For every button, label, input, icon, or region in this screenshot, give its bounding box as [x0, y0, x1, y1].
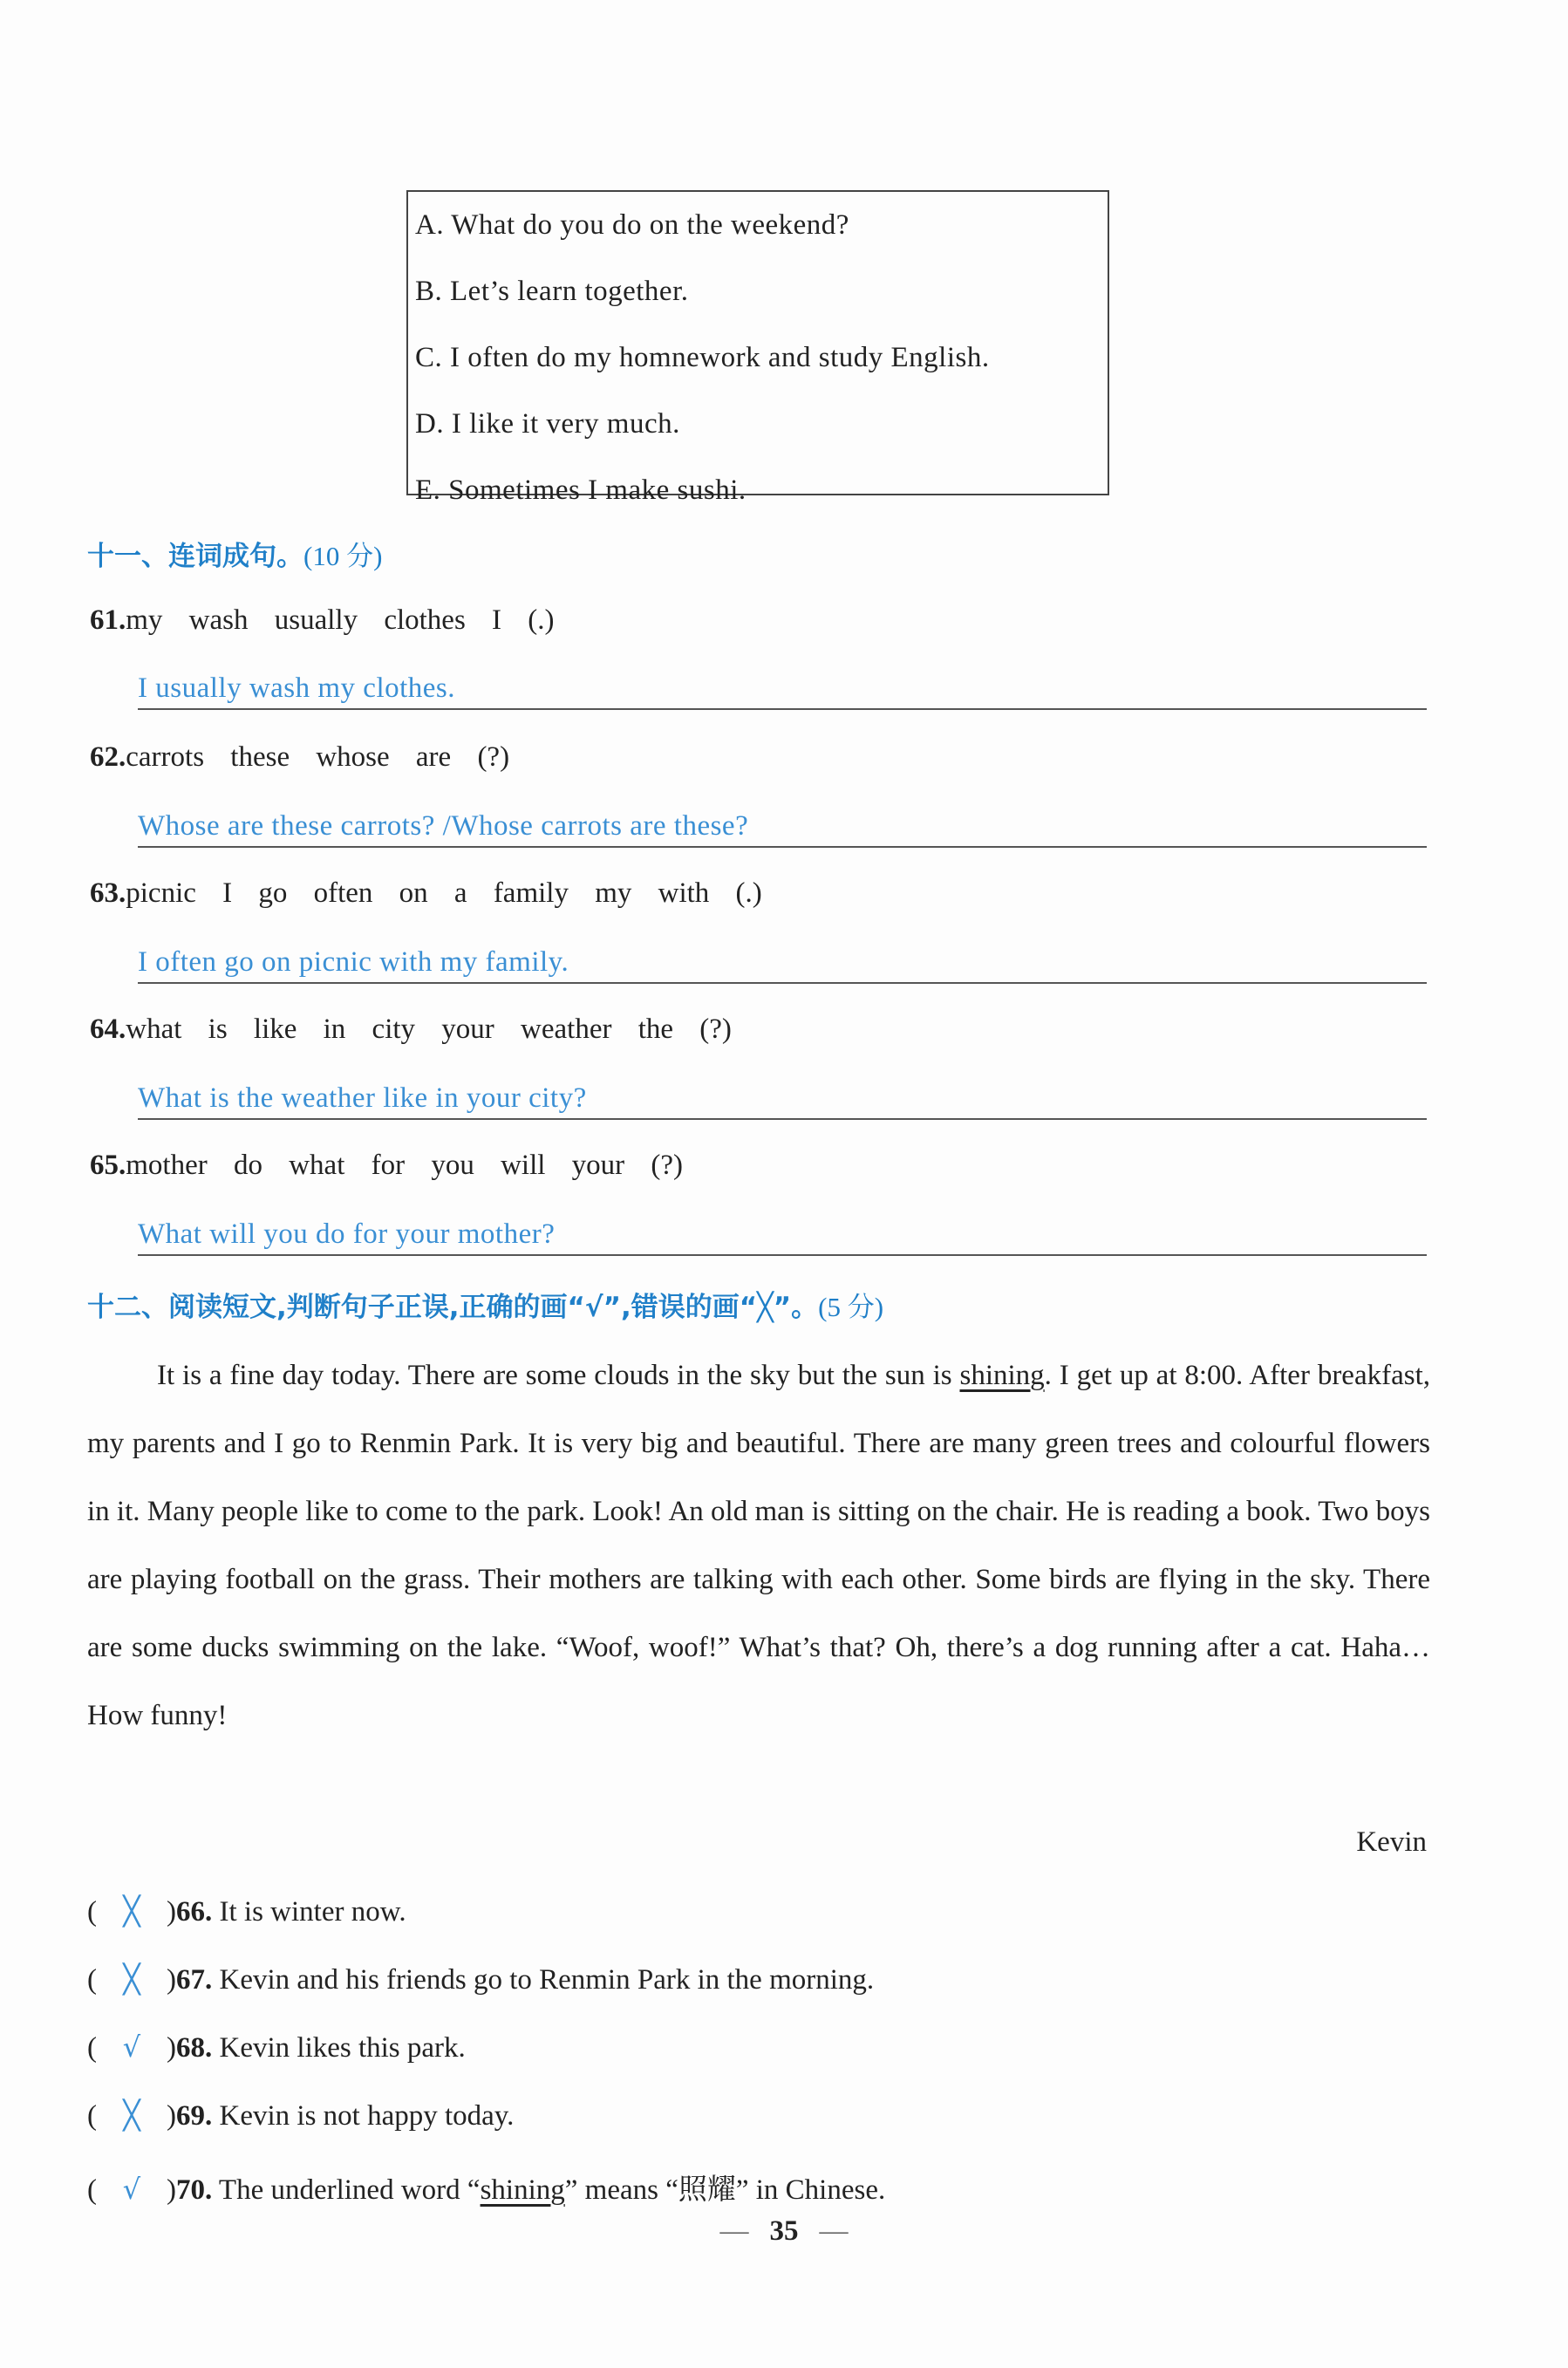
- answer-line-65: [138, 1209, 1427, 1256]
- judgment-69: ( ╳ )69. Kevin is not happy today.: [87, 2098, 515, 2132]
- answer-mark: √: [122, 2173, 141, 2206]
- judgment-68: ( √ )68. Kevin likes this park.: [87, 2030, 466, 2064]
- options-box: [406, 190, 1109, 506]
- passage-signature: Kevin: [1356, 1826, 1427, 1858]
- question-65: [90, 1150, 683, 1182]
- option-e: E. Sometimes I make sushi.: [415, 474, 747, 506]
- answer-65: What will you do for your mother?: [138, 1218, 556, 1250]
- passage-underlined-word: shining: [959, 1360, 1045, 1391]
- answer-61: I usually wash my clothes.: [138, 672, 456, 704]
- answer-63: I often go on picnic with my family.: [138, 946, 569, 978]
- option-b: B. Let’s learn together.: [415, 276, 689, 307]
- option-d: D. I like it very much.: [415, 408, 680, 440]
- question-number: 64.: [90, 1013, 126, 1045]
- statement: Kevin likes this park.: [219, 2032, 466, 2064]
- section-11-title: [87, 534, 382, 573]
- judgment-70: ( √ )70. The underlined word “shining” means “照耀” in Chinese.: [87, 2173, 886, 2206]
- statement: Kevin is not happy today.: [219, 2100, 515, 2132]
- answer-line-62: [138, 801, 1427, 848]
- answer-64: What is the weather like in your city?: [138, 1082, 587, 1114]
- section-12-title: [87, 1285, 883, 1324]
- question-number: 66.: [176, 1896, 213, 1928]
- statement: Kevin and his friends go to Renmin Park in the morning.: [219, 1964, 875, 1996]
- question-number: 62.: [90, 741, 126, 773]
- judgment-66: ( ╳ )66. It is winter now.: [87, 1894, 406, 1928]
- answer-line-61: [138, 663, 1427, 710]
- question-number: 70.: [176, 2174, 213, 2206]
- answer-mark: ╳: [123, 1894, 140, 1928]
- question-62: [90, 741, 509, 774]
- question-64: [90, 1013, 732, 1046]
- answer-line-63: [138, 937, 1427, 984]
- option-a: A. What do you do on the weekend?: [415, 209, 849, 241]
- passage-text-after: . I get up at 8:00. After breakfast, my parents and I go to Renmin Park. It is very big and beautiful. There are many green trees and colourful flowers in it. Many people like to come to the park. Look! An old man is sitting on the chair. He is reading a book. Two boys are playing football on the grass. Their mothers are talking with each other. Some birds are flying in the sky. There are some ducks swimming on the lake. “Woof, woof!” What’s that? Oh, there’s a dog running after a cat. Haha… How funny!: [87, 1360, 1430, 1731]
- section-11-title-text: 十一、连词成句。: [87, 541, 303, 572]
- page-number: [0, 2215, 1568, 2248]
- page-dash-right: —: [819, 2215, 849, 2247]
- question-number: 69.: [176, 2100, 213, 2132]
- question-words: what is like in city your weather the (?): [126, 1013, 732, 1045]
- section-12-points: (5 分): [818, 1292, 884, 1322]
- question-number: 65.: [90, 1150, 126, 1181]
- answer-mark: ╳: [123, 1962, 140, 1996]
- answer-line-64: [138, 1073, 1427, 1120]
- question-63: [90, 877, 762, 910]
- option-c: C. I often do my homnework and study English.: [415, 342, 990, 373]
- statement-after: ” means “照耀” in Chinese.: [564, 2174, 886, 2206]
- question-number: 61.: [90, 604, 126, 636]
- question-words: mother do what for you will your (?): [126, 1150, 684, 1181]
- reading-passage: [87, 1341, 1430, 1750]
- statement-before: The underlined word “: [218, 2174, 481, 2206]
- answer-mark: ╳: [123, 2098, 140, 2132]
- question-words: my wash usually clothes I (.): [126, 604, 555, 636]
- section-12-title-text: 十二、阅读短文,判断句子正误,正确的画“√”,错误的画“╳”。: [87, 1292, 819, 1323]
- question-number: 63.: [90, 877, 126, 909]
- section-11-points: (10 分): [303, 541, 383, 571]
- statement-underlined-word: shining: [480, 2174, 565, 2206]
- page-number-value: 35: [769, 2215, 799, 2247]
- answer-mark: √: [122, 2030, 141, 2064]
- passage-text-before: It is a fine day today. There are some clouds in the sky but the sun is: [157, 1360, 960, 1391]
- question-61: [90, 604, 555, 637]
- question-number: 67.: [176, 1964, 213, 1996]
- page-dash-left: —: [719, 2215, 749, 2247]
- answer-62: Whose are these carrots? /Whose carrots are these?: [138, 810, 749, 842]
- question-words: picnic I go often on a family my with (.): [126, 877, 762, 909]
- question-number: 68.: [176, 2032, 213, 2064]
- judgment-67: ( ╳ )67. Kevin and his friends go to Renmin Park in the morning.: [87, 1962, 875, 1996]
- statement: It is winter now.: [219, 1896, 406, 1928]
- question-words: carrots these whose are (?): [126, 741, 510, 773]
